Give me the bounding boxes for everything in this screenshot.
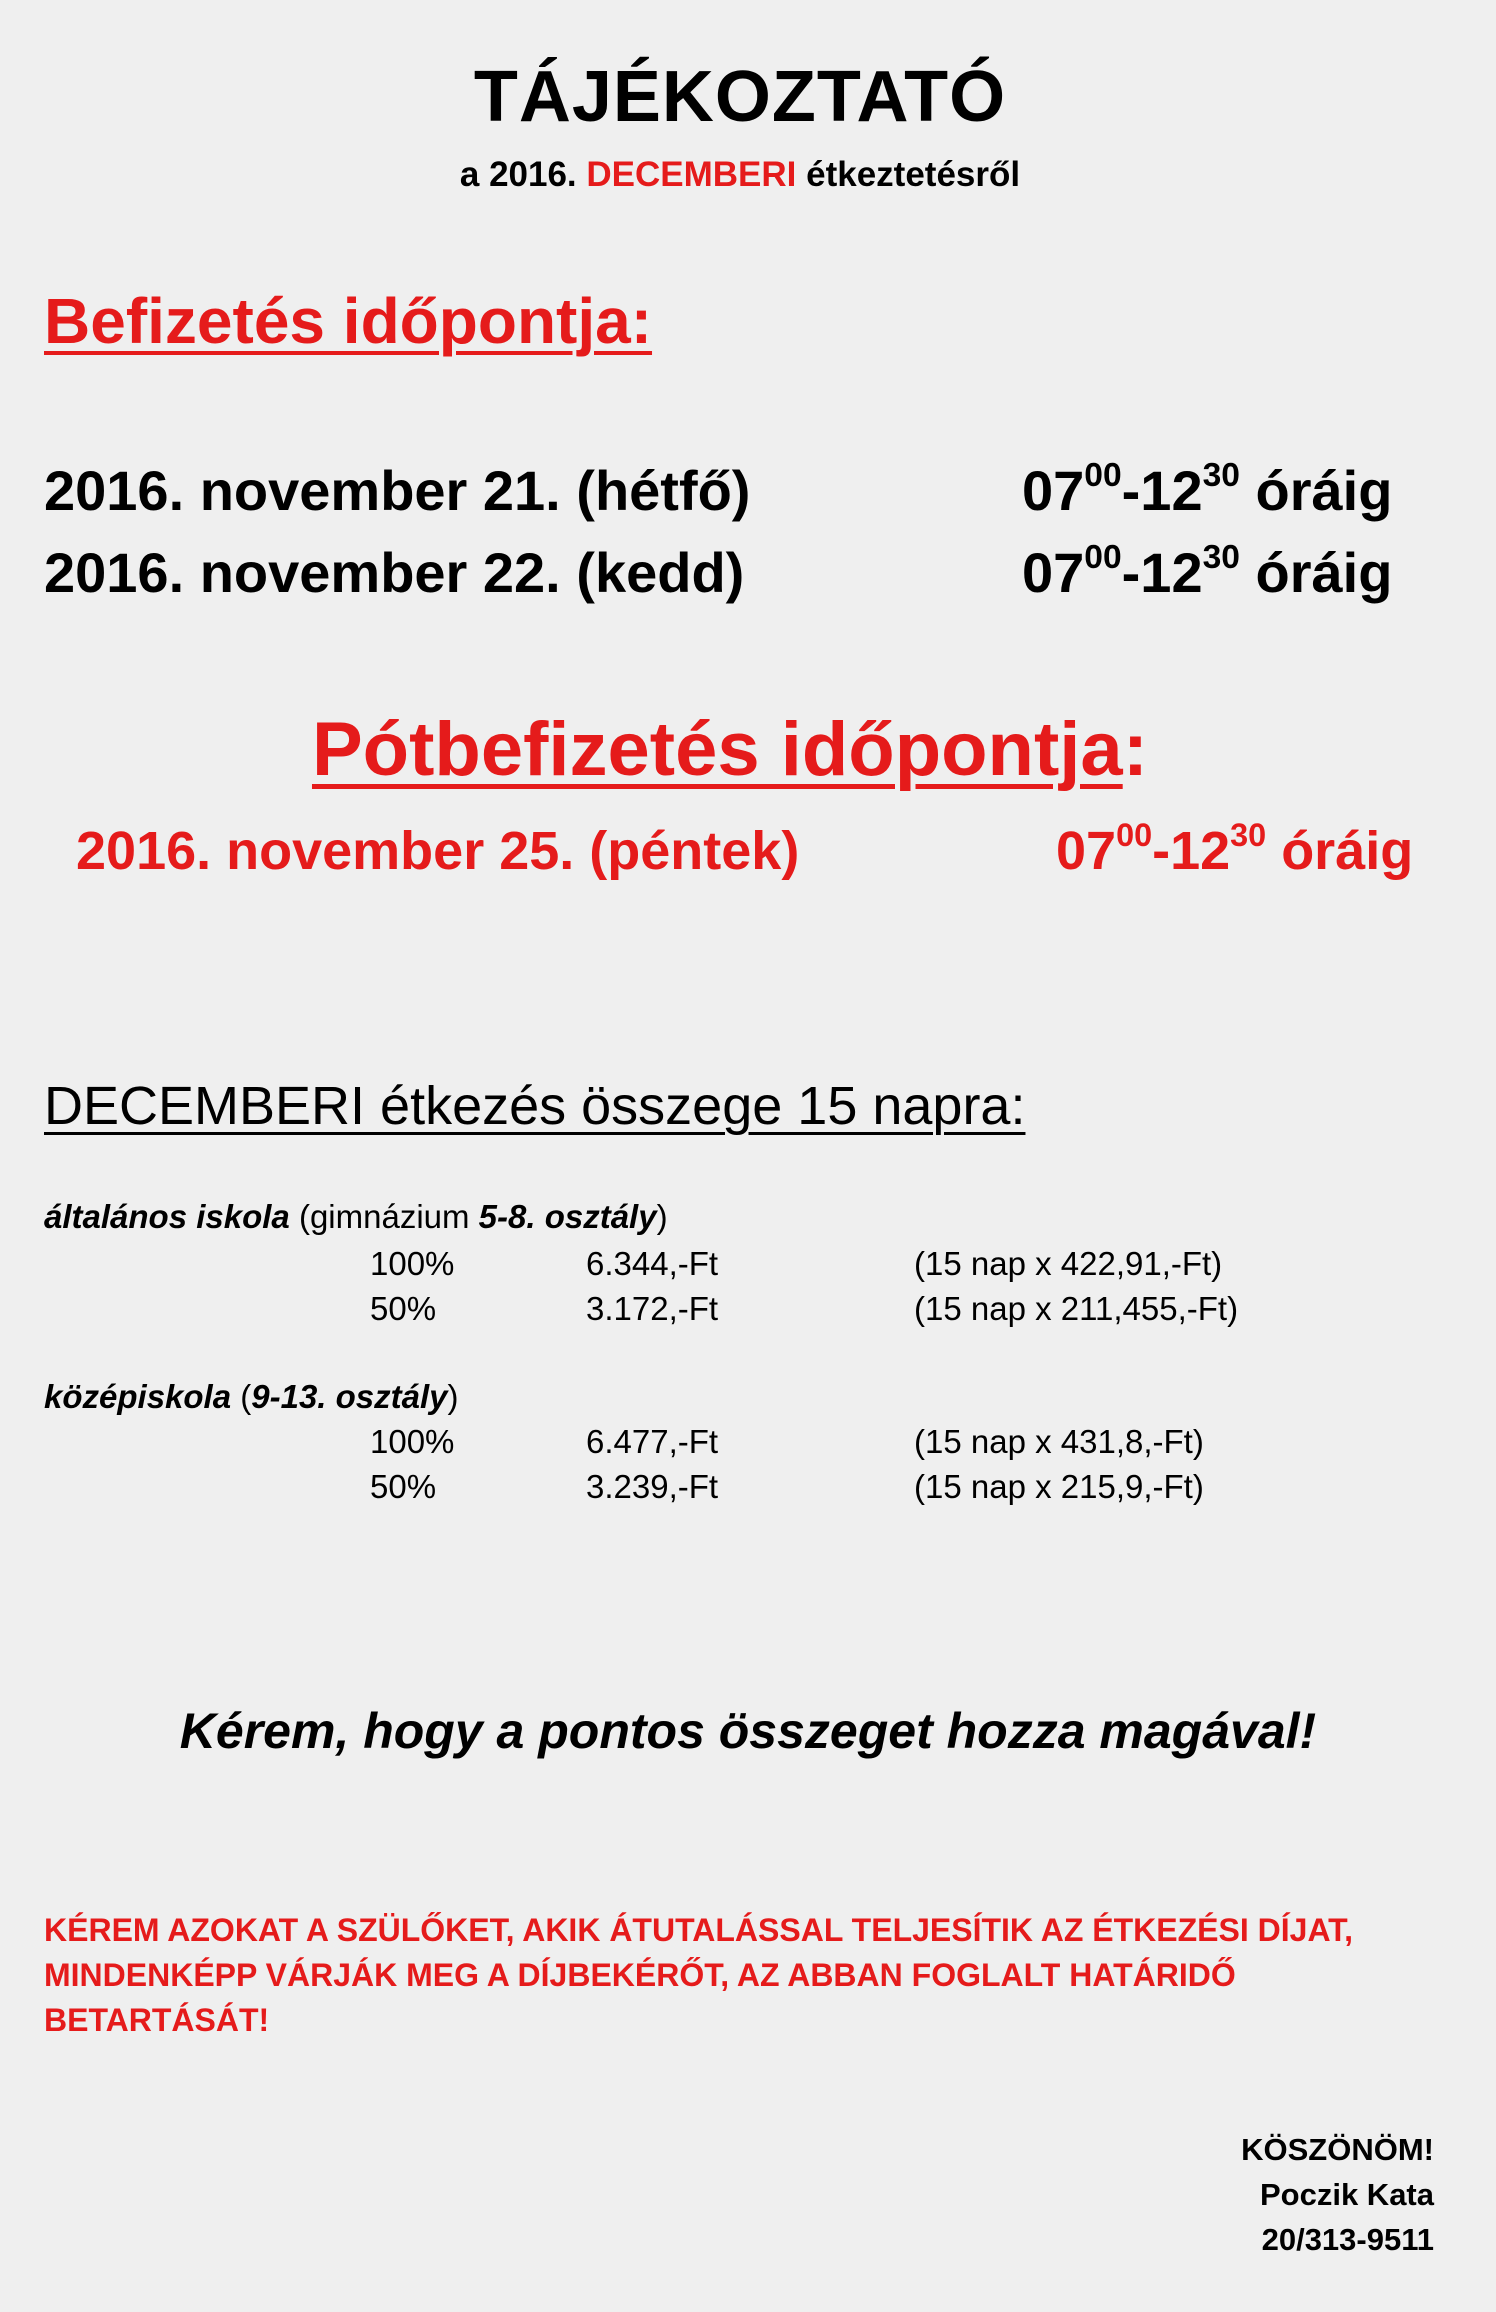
elementary-percent-2: 50% xyxy=(370,1290,437,1327)
elementary-calc-1: (15 nap x 422,91,-Ft) xyxy=(914,1245,1223,1282)
time-suffix: óráig xyxy=(1266,821,1414,881)
page-title: TÁJÉKOZTATÓ xyxy=(473,57,1007,137)
secondary-percent-1: 100% xyxy=(370,1423,455,1460)
page-subtitle xyxy=(0,155,1480,195)
time-end-minute: 30 xyxy=(1202,539,1240,577)
elementary-percent-1: 100% xyxy=(370,1245,455,1282)
signature-name: Poczik Kata xyxy=(1259,2177,1434,2212)
group-label-main: általános iskola xyxy=(44,1198,290,1235)
signature-thanks: KÖSZÖNÖM! xyxy=(1241,2132,1434,2167)
group-label-open: (gimnázium xyxy=(289,1198,479,1235)
time-end-hour: -12 xyxy=(1152,821,1231,881)
elementary-amount-2: 3.172,-Ft xyxy=(586,1290,719,1327)
group-label-open: ( xyxy=(231,1378,252,1415)
december-cost-heading: DECEMBERI étkezés összege 15 napra: xyxy=(44,1076,1026,1136)
time-start-minute: 00 xyxy=(1084,539,1122,577)
group-label-close: ) xyxy=(656,1198,668,1235)
time-suffix: óráig xyxy=(1239,459,1393,522)
payment-heading: Befizetés időpontja: xyxy=(44,285,653,357)
elementary-calc-2: (15 nap x 211,455,-Ft) xyxy=(914,1290,1239,1327)
secondary-amount-1: 6.477,-Ft xyxy=(586,1423,719,1460)
elementary-amount-1: 6.344,-Ft xyxy=(586,1245,719,1282)
time-end-minute: 30 xyxy=(1230,817,1267,854)
reminder-text: Kérem, hogy a pontos összeget hozza magával! xyxy=(179,1703,1317,1759)
secondary-amount-2: 3.239,-Ft xyxy=(586,1468,719,1505)
time-end-hour: -12 xyxy=(1121,541,1203,604)
secondary-calc-2: (15 nap x 215,9,-Ft) xyxy=(914,1468,1204,1505)
late-heading-colon: : xyxy=(1122,707,1148,792)
time-start-hour: 07 xyxy=(1022,459,1085,522)
subtitle-prefix: a 2016. xyxy=(459,155,587,194)
time-end-minute: 30 xyxy=(1202,457,1240,495)
time-end-hour: -12 xyxy=(1121,459,1203,522)
late-payment-time xyxy=(1056,817,1414,882)
late-heading-text: Pótbefizetés időpontja xyxy=(311,707,1123,792)
time-suffix: óráig xyxy=(1239,541,1393,604)
time-start-hour: 07 xyxy=(1056,821,1117,881)
group-label-grades: 9-13. osztály xyxy=(251,1378,448,1415)
late-payment-date: 2016. november 25. (péntek) xyxy=(76,821,800,881)
late-payment-heading xyxy=(0,706,1460,793)
secondary-calc-1: (15 nap x 431,8,-Ft) xyxy=(914,1423,1204,1460)
payment-date-1: 2016. november 21. (hétfő) xyxy=(44,459,751,522)
time-start-minute: 00 xyxy=(1084,457,1122,495)
group-label-elementary xyxy=(44,1198,668,1236)
signature-phone: 20/313-9511 xyxy=(1261,2222,1434,2257)
group-label-close: ) xyxy=(447,1378,459,1415)
transfer-notice: KÉREM AZOKAT A SZÜLŐKET, AKIK ÁTUTALÁSSAL TELJESÍTIK AZ ÉTKEZÉSI DÍJAT, MINDENKÉPP VÁRJÁK MEG A DÍJBEKÉRŐT, AZ ABBAN FOGLALT HATÁRIDŐ BETARTÁSÁT! xyxy=(44,1912,1354,2038)
subtitle-suffix: étkeztetésről xyxy=(796,155,1021,194)
group-label-secondary xyxy=(44,1378,459,1416)
group-label-grades: 5-8. osztály xyxy=(478,1198,657,1235)
group-label-main: középiskola xyxy=(44,1378,232,1415)
payment-time-1 xyxy=(1022,458,1392,523)
payment-time-2 xyxy=(1022,540,1392,605)
subtitle-highlight: DECEMBERI xyxy=(586,155,797,194)
time-start-hour: 07 xyxy=(1022,541,1085,604)
payment-date-2: 2016. november 22. (kedd) xyxy=(44,541,745,604)
secondary-percent-2: 50% xyxy=(370,1468,437,1505)
time-start-minute: 00 xyxy=(1116,817,1153,854)
